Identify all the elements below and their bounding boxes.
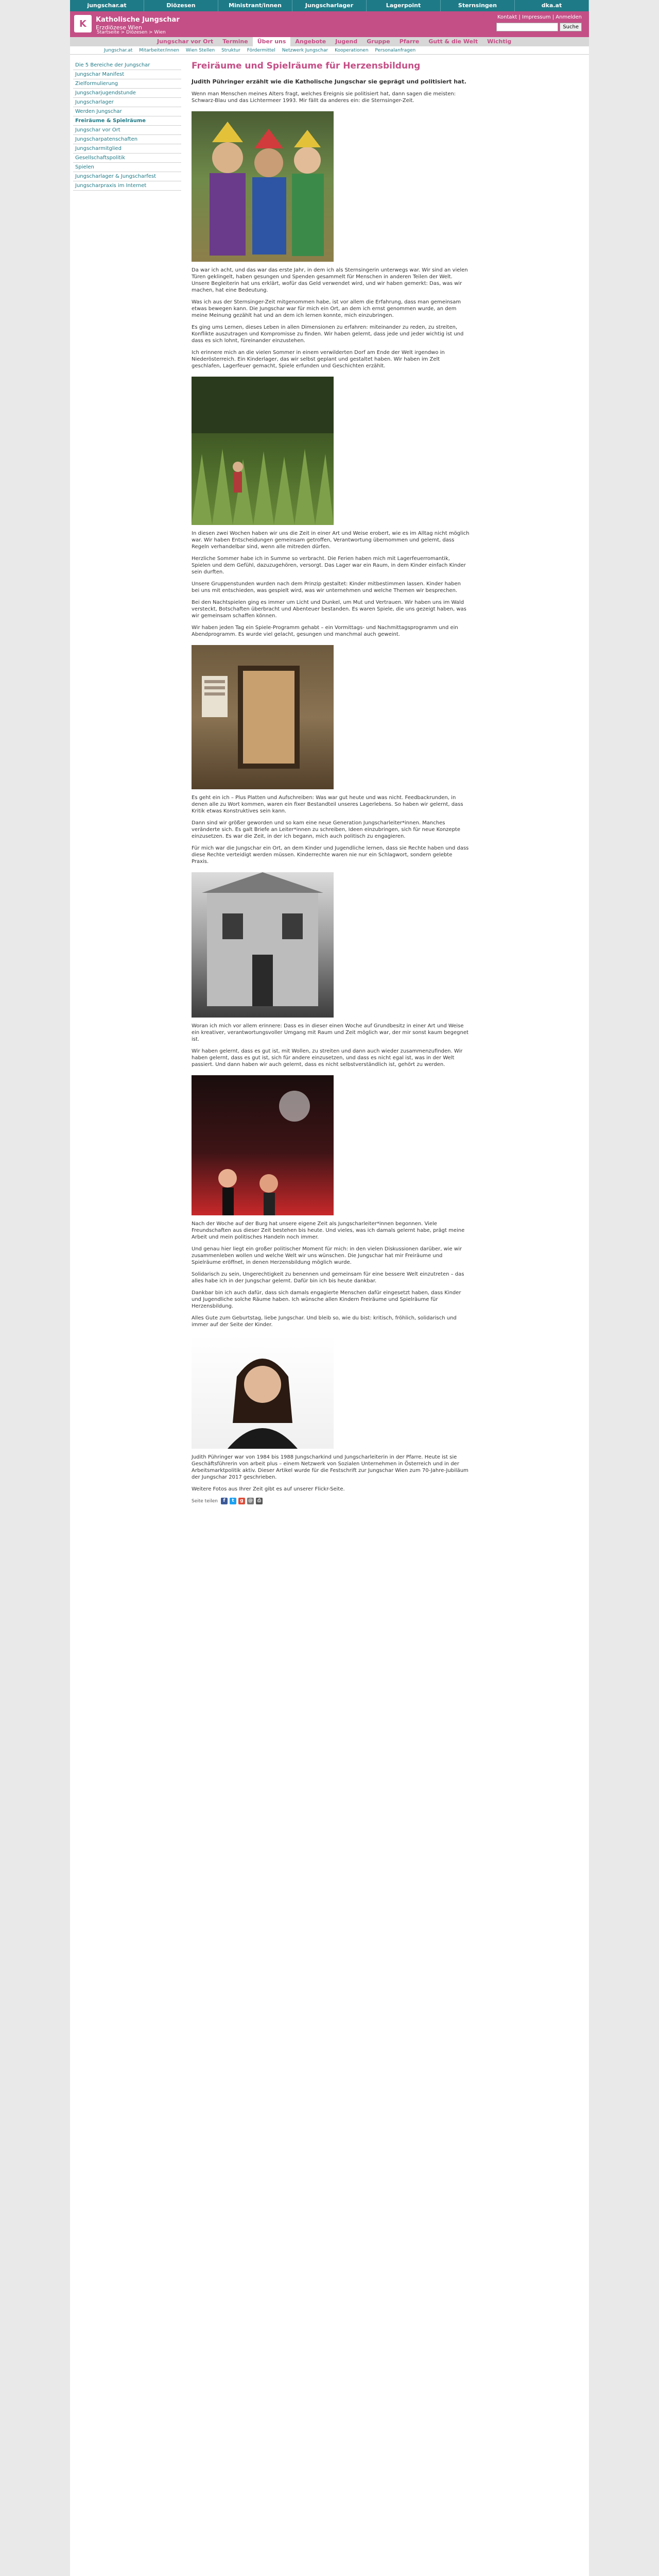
article-paragraph: Wenn man Menschen meines Alters fragt, welches Ereignis sie politisiert hat, dann sagen die meisten: Schwarz-Blau und das Lichtermeer 1993. Mir fällt da anderes ein: die Sternsinger-Zeit. [192, 91, 456, 104]
photo-portrait-illustration [192, 1335, 334, 1449]
topnav-link-jungscharlager[interactable]: Jungscharlager [292, 0, 367, 11]
photo-stage [192, 1075, 334, 1215]
twitter-icon[interactable]: t [230, 1498, 236, 1504]
topnav-link-sternsingen[interactable]: Sternsingen [441, 0, 515, 11]
article [192, 61, 470, 1504]
top-navigation [70, 0, 589, 11]
subnav-item[interactable]: Wien Stellen [185, 48, 215, 53]
article-paragraph: Es geht ein ich – Plus Platten und Aufschreiben: Was war gut heute und was nicht. Feedbackrunden, in denen alle zu Wort kommen, waren ein fixer Bestandteil unseres Lagerlebens. So haben wir gelernt, dass Kritik etwas Konstruktives sein kann. [192, 795, 463, 814]
mainnav-termine[interactable]: Termine [222, 38, 248, 45]
sidebar-item[interactable]: Jungschar Manifest [73, 70, 181, 79]
sidebar-menu [73, 61, 181, 191]
subnav-item[interactable]: Personalanfragen [375, 48, 416, 53]
article-paragraph: Alles Gute zum Geburtstag, liebe Jungschar. Und bleib so, wie du bist: kritisch, fröhlich, solidarisch und immer auf der Seite der Kinder. [192, 1315, 457, 1328]
mainnav-jungschar-vor-ort[interactable]: Jungschar vor Ort [157, 38, 214, 45]
subnav-item[interactable]: Jungschar.at [104, 48, 133, 53]
mainnav-pfarre[interactable]: Pfarre [399, 38, 420, 45]
photo-stage-illustration [192, 1075, 334, 1215]
share-label: Seite teilen [192, 1498, 218, 1504]
sidebar-item[interactable]: Jungscharlager [73, 98, 181, 107]
subnav-item[interactable]: Struktur [221, 48, 240, 53]
page [70, 0, 589, 2576]
topnav-link-dioezesen[interactable]: Diözesen [144, 0, 218, 11]
article-paragraph: Unsere Gruppenstunden wurden nach dem Prinzip gestaltet: Kinder mitbestimmen lassen. Kinder haben bei uns mit entschieden, was gespielt wird, was wir unternehmen und welche Themen wir besprechen. [192, 581, 461, 594]
photo-doorway-illustration [192, 645, 334, 789]
article-paragraph: Was ich aus der Sternsinger-Zeit mitgenommen habe, ist vor allem die Erfahrung, dass man gemeinsam etwas bewegen kann. Die Jungschar war für mich ein Ort, an dem ich ernst genommen wurde, an dem meine Meinung gezählt hat und an dem ich lernen konnte, mich einzubringen. [192, 299, 461, 318]
article-paragraph: Da war ich acht, und das war das erste Jahr, in dem ich als Sternsingerin unterwegs war. Wir sind an vielen Türen geklingelt, haben gesungen und Spenden gesammelt für Menschen in anderen Teilen der Welt. Unsere Begleiterin hat uns erklärt, wofür das Geld verwendet wird, und wir haben gemerkt: Das, was wir machen, hat eine Bedeutung. [192, 267, 468, 293]
print-icon[interactable]: ⎙ [256, 1498, 263, 1504]
sidebar-item[interactable]: Jungscharmitglied [73, 144, 181, 154]
subnav-item[interactable]: Mitarbeiter/innen [139, 48, 180, 53]
sidebar-item[interactable]: Jungscharlager & Jungscharfest [73, 172, 181, 181]
mainnav-gruppe[interactable]: Gruppe [367, 38, 390, 45]
sidebar-item-active[interactable]: Freiräume & Spielräume [73, 116, 181, 126]
article-paragraph: Dankbar bin ich auch dafür, dass sich damals engagierte Menschen dafür eingesetzt haben, dass Kinder und Jugendliche solche Räume haben. Ich wünsche allen Kindern Freiräume und Spielräume für Herzensbildung. [192, 1290, 461, 1309]
topnav-link-ministranten[interactable]: Ministrant/innen [218, 0, 292, 11]
photo-credit-link[interactable]: Weitere Fotos aus Ihrer Zeit gibt es auf unserer Flickr-Seite. [192, 1486, 345, 1492]
mainnav-ueber-uns[interactable]: Über uns [253, 37, 291, 46]
author-bio: Judith Pühringer war von 1984 bis 1988 Jungscharkind und Jungscharleiterin in der Pfarre. Heute ist sie Geschäftsführerin von arbeit plus – einem Netzwerk von Sozialen Unternehmen in Österreich und in der Arbeitsmarktpolitik aktiv. Dieser Artikel wurde für die Festschrift zur Jungschar Wien zum 70-Jahre-Jubiläum der Jungschar 2017 geschrieben. [192, 1454, 469, 1480]
mail-icon[interactable]: @ [248, 1498, 253, 1503]
article-paragraph: Es ging ums Lernen, dieses Leben in allen Dimensionen zu erfahren: miteinander zu reden, zu streiten, Konflikte auszutragen und Kompromisse zu finden. Wir haben gelernt, dass jede und jeder wichtig ist und dass es sich lohnt, füreinander einzustehen. [192, 325, 464, 344]
mainnav-angebote[interactable]: Angebote [295, 38, 326, 45]
mainnav-jugend[interactable]: Jugend [335, 38, 358, 45]
article-paragraph: Woran ich mich vor allem erinnere: Dass es in dieser einen Woche auf Grundbesitz in einer Art und Weise ein kreativer, verantwortungsvoller Umgang mit Raum und Zeit möglich war, der mir sonst kaum begegnet ist. [192, 1023, 469, 1042]
article-paragraph: Wir haben jeden Tag ein Spiele-Programm gehabt – ein Vormittags- und Nachmittagsprogramm und ein Abendprogramm. Es wurde viel gelacht, gesungen und manchmal auch geweint. [192, 625, 458, 637]
topnav-link-jungschar[interactable]: jungschar.at [70, 0, 144, 11]
article-paragraph: Und genau hier liegt ein großer politischer Moment für mich: in den vielen Diskussionen darüber, wie wir zusammenleben wollen und welche Welt wir uns wünschen. Die Jungschar hat mir Freiräume und Spielräume eröffnet, in denen Herzensbildung möglich wurde. [192, 1246, 462, 1265]
search-form [496, 23, 582, 31]
sidebar-item[interactable]: Jungscharpatenschaften [73, 135, 181, 144]
sidebar-item[interactable]: Jungschar vor Ort [73, 126, 181, 135]
photo-meadow-illustration [192, 377, 334, 525]
article-paragraph: Für mich war die Jungschar ein Ort, an dem Kinder und Jugendliche lernen, dass sie Rechte haben und dass diese Rechte verteidigt werden müssen. Kinderrechte waren nie nur ein Schlagwort, sondern gelebte Praxis. [192, 845, 469, 865]
subnav-item[interactable]: Kooperationen [335, 48, 369, 53]
sidebar-item[interactable]: Jungscharpraxis im Internet [73, 181, 181, 191]
share-bar [192, 1498, 470, 1504]
breadcrumb[interactable]: Startseite > Diözesen > Wien [97, 30, 166, 35]
logo-icon: K [74, 15, 92, 32]
photo-meadow [192, 377, 334, 525]
logo-title: Katholische Jungschar [96, 16, 180, 24]
sidebar-item[interactable]: Zielformulierung [73, 79, 181, 89]
sub-navigation [70, 46, 589, 55]
logo-subtitle: Erzdiözese Wien [96, 24, 142, 31]
google-plus-icon[interactable]: g [238, 1498, 245, 1504]
photo-portrait [192, 1335, 334, 1449]
article-paragraph: Bei den Nachtspielen ging es immer um Licht und Dunkel, um Mut und Vertrauen. Wir haben uns im Wald versteckt, Botschaften überbracht und Abenteuer bestanden. Es waren Spiele, die uns gezeigt haben, was wir gemeinsam schaffen können. [192, 600, 466, 619]
sidebar-item[interactable]: Gesellschaftspolitik [73, 154, 181, 163]
article-paragraph: Dann sind wir größer geworden und so kam eine neue Generation Jungscharleiter*innen. Manches veränderte sich. Es galt Briefe an Leiter*innen zu schreiben, Ideen einzubringen, sich für neue Konzepte einzusetzen. Es war die Zeit, in der ich begann, mich auch politisch zu engagieren. [192, 820, 461, 839]
article-paragraph: Nach der Woche auf der Burg hat unsere eigene Zeit als Jungscharleiter*innen begonnen. Viele Freundschaften aus dieser Zeit bestehen bis heute. Und vieles, was ich damals gelernt habe, prägt meine Arbeit und mein politisches Handeln noch immer. [192, 1221, 465, 1240]
article-paragraph: Solidarisch zu sein, Ungerechtigkeit zu benennen und gemeinsam für eine bessere Welt einzutreten – das alles habe ich in der Jungschar gelernt. Dafür bin ich bis heute dankbar. [192, 1272, 464, 1284]
sidebar-item[interactable]: Die 5 Bereiche der Jungschar [73, 61, 181, 70]
main-navigation [70, 37, 589, 46]
mainnav-wichtig[interactable]: Wichtig [487, 38, 512, 45]
photo-building [192, 872, 334, 1018]
photo-doorway [192, 645, 334, 789]
article-title: Freiräume und Spielräume für Herzensbildung [192, 61, 421, 71]
article-paragraph: In diesen zwei Wochen haben wir uns die Zeit in einer Art und Weise erobert, wie es im Alltag nicht möglich war. Wir haben Entscheidungen gemeinsam getroffen, Verantwortung übernommen und gelernt, dass Regeln verhandelbar sind, wenn alle mitreden dürfen. [192, 531, 470, 550]
mainnav-gutt-welt[interactable]: Gutt & die Welt [428, 38, 478, 45]
topnav-link-dka[interactable]: dka.at [515, 0, 589, 11]
article-lead: Judith Pühringer erzählt wie die Katholische Jungschar sie geprägt und politisiert hat. [192, 78, 466, 85]
search-button[interactable]: Suche [560, 23, 582, 31]
facebook-icon[interactable]: f [221, 1498, 228, 1504]
subnav-item[interactable]: Fördermittel [247, 48, 275, 53]
article-paragraph: Wir haben gelernt, dass es gut ist, mit Wollen, zu streiten und dann auch wieder zusammenzufinden. Wir haben gelernt, dass es gut ist, sich für andere einzusetzen, und dass es nicht egal ist, was in der Welt passiert. Und dann haben wir auch gelernt, dass es nicht selbstverständlich ist, gehört zu werden. [192, 1048, 463, 1067]
photo-sternsinger-illustration [192, 111, 334, 262]
article-paragraph: Ich erinnere mich an die vielen Sommer in einem verwilderten Dorf am Ende der Welt irgendwo in Niederösterreich. Ein Kinderlager, das wir selbst geplant und gestaltet haben. Wir haben im Zelt geschlafen, Lagerfeuer gemacht, Spiele erfunden und Geschichten erzählt. [192, 350, 445, 369]
search-input[interactable] [496, 23, 558, 31]
photo-building-illustration [192, 872, 334, 1018]
sidebar-item[interactable]: Werden Jungschar [73, 107, 181, 116]
sidebar-item[interactable]: Spielen [73, 163, 181, 172]
photo-sternsinger [192, 111, 334, 262]
sidebar-item[interactable]: Jungscharjugendstunde [73, 89, 181, 98]
service-links[interactable]: Kontakt | Impressum | Anmelden [497, 14, 582, 20]
article-paragraph: Herzliche Sommer habe ich in Summe so verbracht. Die Ferien haben mich mit Lagerfeuerromantik, Spielen und dem Gefühl, dazuzugehören, versorgt. Das Lager war ein Raum, in dem Kinder einfach Kinder sein durften. [192, 556, 466, 575]
topnav-link-lagerpoint[interactable]: Lagerpoint [367, 0, 441, 11]
subnav-item[interactable]: Netzwerk Jungschar [282, 48, 328, 53]
